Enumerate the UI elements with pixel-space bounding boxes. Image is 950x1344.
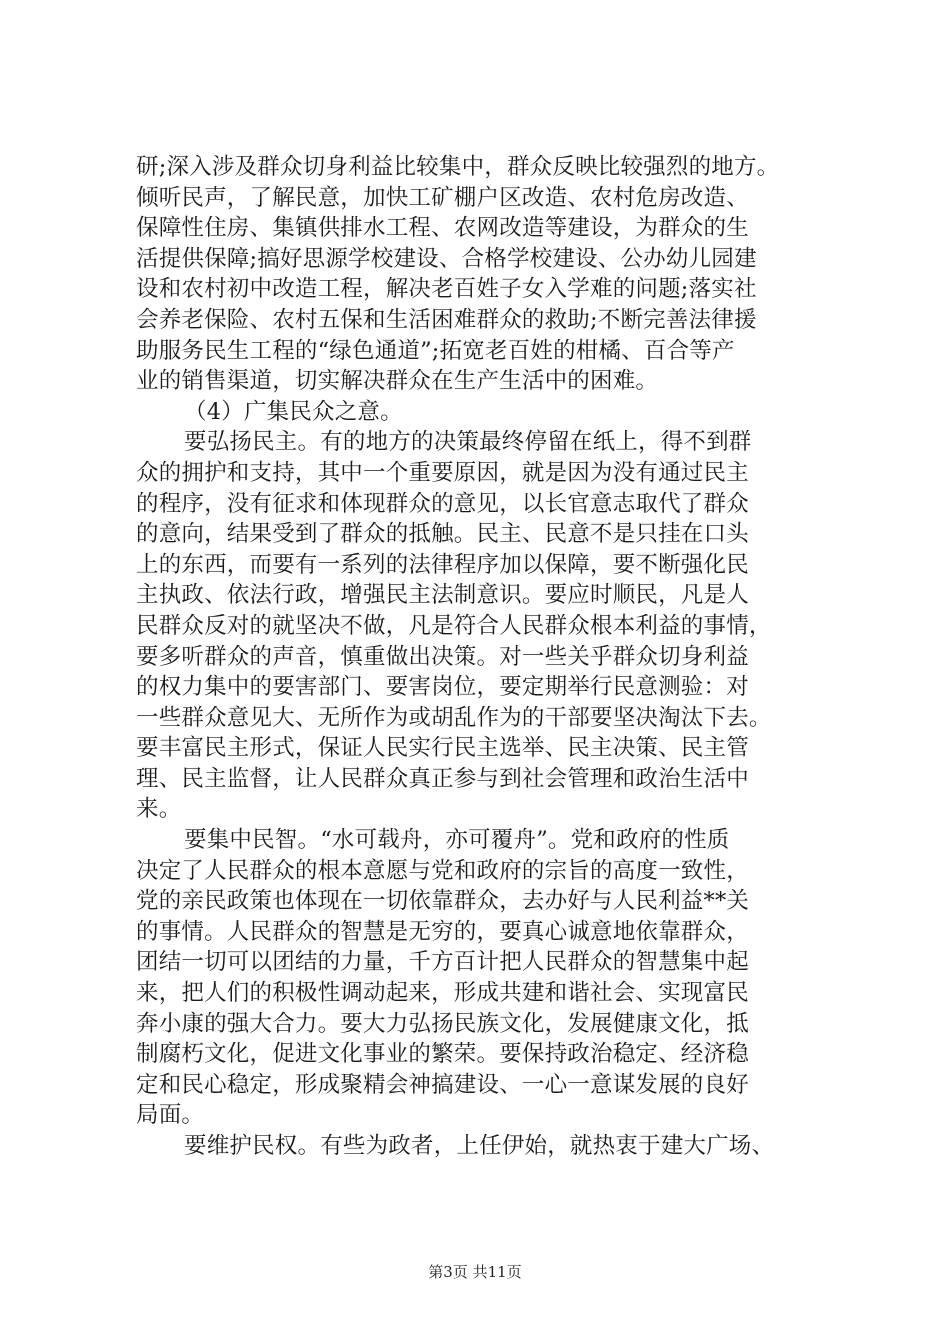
text-line: 局面。 — [136, 1102, 205, 1129]
text-line: 理、民主监督，让人民群众真正参与到社会管理和政治生活中 — [136, 765, 749, 792]
text-line: 奔小康的强大合力。要大力弘扬民族文化，发展健康文化，抵 — [136, 1010, 749, 1037]
paragraph-start: 要维护民权。有些为政者，上任伊始，就热衷于建大广场、 — [184, 1133, 775, 1159]
paragraph-start: 要集中民智。“水可载舟，亦可覆舟”。党和政府的性质 — [184, 827, 730, 854]
text-line: 的程序，没有征求和体现群众的意见，以长官意志取代了群众 — [136, 490, 749, 517]
text-line: 决定了人民群众的根本意愿与党和政府的宗旨的高度一致性， — [136, 857, 749, 884]
text-line: 来，把人们的积极性调动起来，形成共建和谐社会、实现富民 — [136, 980, 749, 1007]
text-line: 的权力集中的要害部门、要害岗位，要定期举行民意测验：对 — [136, 674, 749, 701]
text-line: 业的销售渠道，切实解决群众在生产生活中的困难。 — [136, 368, 659, 395]
text-line: 定和民心稳定，形成聚精会神搞建设、一心一意谋发展的良好 — [136, 1071, 749, 1098]
text-line: 会养老保险、农村五保和生活困难群众的救助;不断完善法律援 — [136, 306, 757, 333]
section-heading: （4）广集民众之意。 — [184, 398, 403, 425]
text-line: 党的亲民政策也体现在一切依靠群众，去办好与人民利益**关 — [136, 888, 750, 915]
text-line: 保障性住房、集镇供排水工程、农网改造等建设，为群众的生 — [136, 215, 749, 242]
text-line: 主执政、依法行政，增强民主法制意识。要应时顺民，凡是人 — [136, 582, 749, 609]
text-line: 团结一切可以团结的力量，千方百计把人民群众的智慧集中起 — [136, 949, 749, 976]
document-body — [136, 152, 836, 1162]
text-line: 一些群众意见大、无所作为或胡乱作为的干部要坚决淘汰下去。 — [136, 704, 772, 731]
page-number-footer: 第3页 共11页 — [428, 1263, 522, 1281]
text-line: 要丰富民主形式，保证人民实行民主选举、民主决策、民主管 — [136, 735, 749, 762]
text-line: 上的东西，而要有一系列的法律程序加以保障，要不断强化民 — [136, 551, 749, 578]
text-line: 活提供保障;搞好思源学校建设、合格学校建设、公办幼儿园建 — [136, 245, 757, 272]
text-line: 民群众反对的就坚决不做，凡是符合人民群众根本利益的事情， — [136, 612, 772, 639]
text-line: 要多听群众的声音，慎重做出决策。对一些关乎群众切身利益 — [136, 643, 749, 670]
text-line: 助服务民生工程的“绿色通道”;拓宽老百姓的柑橘、百合等产 — [136, 337, 735, 364]
text-line: 的意向，结果受到了群众的抵触。民主、民意不是只挂在口头 — [136, 521, 749, 548]
text-line: 制腐朽文化，促进文化事业的繁荣。要保持政治稳定、经济稳 — [136, 1041, 749, 1068]
text-line: 众的拥护和支持，其中一个重要原因，就是因为没有通过民主 — [136, 459, 749, 486]
text-line: 研;深入涉及群众切身利益比较集中，群众反映比较强烈的地方。 — [136, 154, 780, 180]
paragraph-start: 要弘扬民主。有的地方的决策最终停留在纸上，得不到群 — [184, 429, 752, 456]
text-line: 倾听民声，了解民意，加快工矿棚户区改造、农村危房改造、 — [136, 184, 749, 211]
text-line: 设和农村初中改造工程，解决老百姓子女入学难的问题;落实社 — [136, 276, 757, 303]
text-line: 的事情。人民群众的智慧是无穷的，要真心诚意地依靠群众， — [136, 918, 749, 945]
text-line: 来。 — [136, 796, 182, 823]
